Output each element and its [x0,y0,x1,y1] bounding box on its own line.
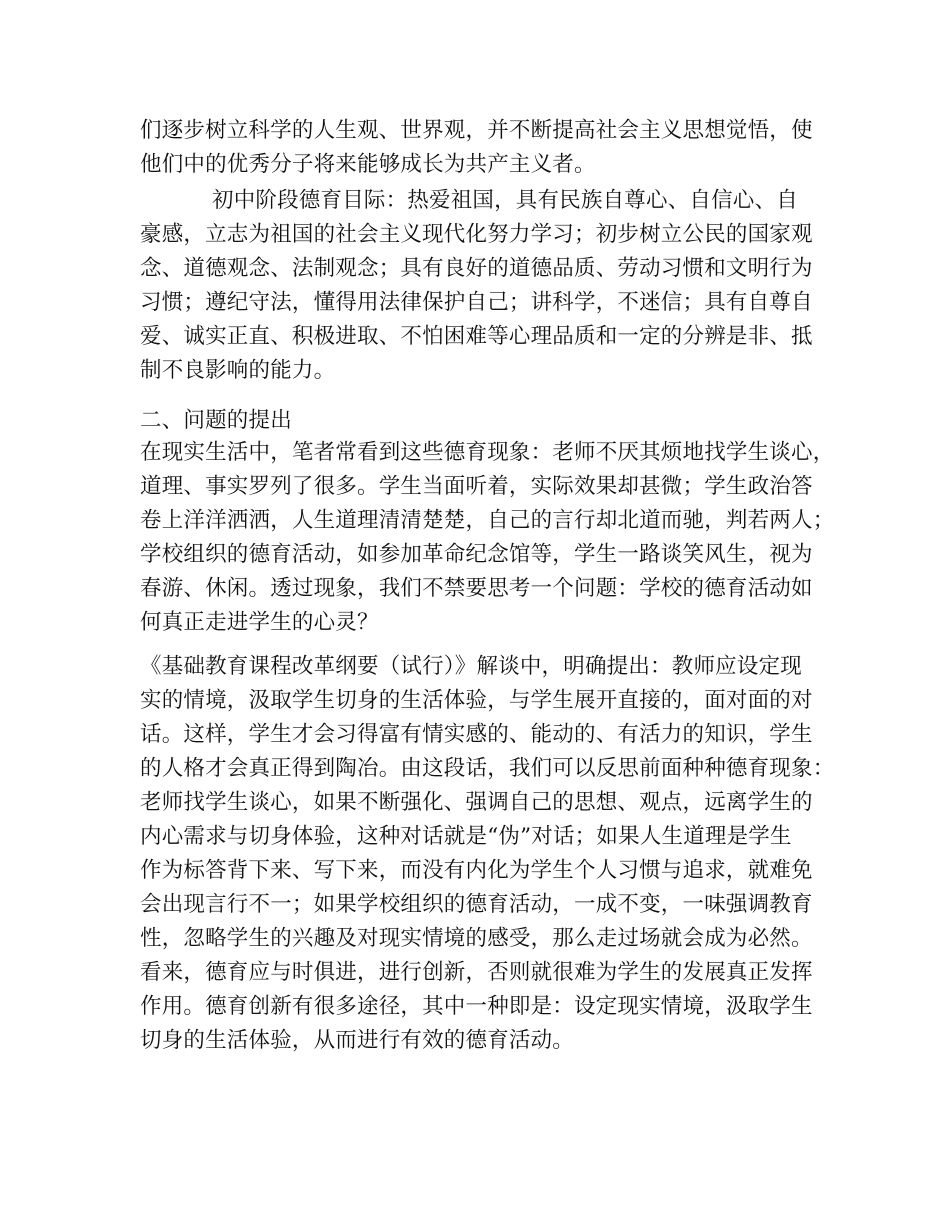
text-line: 看来，德育应与时俱进，进行创新，否则就很难为学生的发展真正发挥 [140,960,813,985]
text-line: 作为标答背下来、写下来，而没有内化为学生个人习惯与追求，就难免 [140,858,813,883]
text-line: 内心需求与切身体验，这种对话就是“伪”对话；如果人生道理是学生 [140,824,792,849]
text-line: 老师找学生谈心，如果不断强化、强调自己的思想、观点，远离学生的 [140,790,813,815]
text-line: 卷上洋洋洒洒，人生道理清清楚楚，自己的言行却北道而驰，判若两人； [140,508,835,533]
text-line: 豪感，立志为祖国的社会主义现代化努力学习；初步树立公民的国家观 [140,222,813,247]
text-line: 何真正走进学生的心灵？ [140,610,379,635]
text-line: 道理、事实罗列了很多。学生当面听着，实际效果却甚微；学生政治答 [140,474,813,499]
text-line: 制不良影响的能力。 [140,358,336,383]
text-line: 在现实生活中，笔者常看到这些德育现象：老师不厌其烦地找学生谈心， [140,440,835,465]
heading-line: 二、问题的提出 [140,408,292,433]
text-line: 会出现言行不一；如果学校组织的德育活动，一成不变，一味强调教育 [140,892,813,917]
text-line: 《基础教育课程改革纲要（试行）》解谈中，明确提出：教师应设定现 [140,654,802,679]
text-line: 初中阶段德育目际：热爱祖国，具有民族自尊心、自信心、自 [212,188,798,213]
text-line: 春游、休闲。透过现象，我们不禁要思考一个问题：学校的德育活动如 [140,576,813,601]
text-line: 的人格才会真正得到陶冶。由这段话，我们可以反思前面种种德育现象： [140,756,835,781]
text-line: 学校组织的德育活动，如参加革命纪念馆等，学生一路谈笑风生，视为 [140,542,813,567]
text-line: 们逐步树立科学的人生观、世界观，并不断提高社会主义思想觉悟，使 [140,118,813,143]
text-line: 作用。德育创新有很多途径，其中一种即是：设定现实情境，汲取学生 [140,994,813,1019]
text-line: 习惯；遵纪守法，懂得用法律保护自己；讲科学，不迷信；具有自尊自 [140,290,813,315]
text-line: 实的情境，汲取学生切身的生活体验，与学生展开直接的，面对面的对 [140,688,813,713]
paragraph-curriculum-reform [140,650,835,1058]
text-line: 性，忽略学生的兴趣及对现实情境的感受，那么走过场就会成为必然。 [140,926,813,951]
text-line: 切身的生活体验，从而进行有效的德育活动。 [140,1028,575,1053]
paragraph-junior-high-goals [140,184,830,388]
text-line: 话。这样，学生才会习得富有情实感的、能动的、有活力的知识，学生 [140,722,813,747]
text-line: 他们中的优秀分子将来能够成长为共产主义者。 [140,152,596,177]
text-line: 念、道德观念、法制观念；具有良好的道德品质、劳动习惯和文明行为 [140,256,813,281]
section-heading [140,404,830,438]
text-line: 爱、诚实正直、积极进取、不怕困难等心理品质和一定的分辨是非、抵 [140,324,813,349]
paragraph-continuation [140,114,830,182]
paragraph-problem [140,436,835,640]
